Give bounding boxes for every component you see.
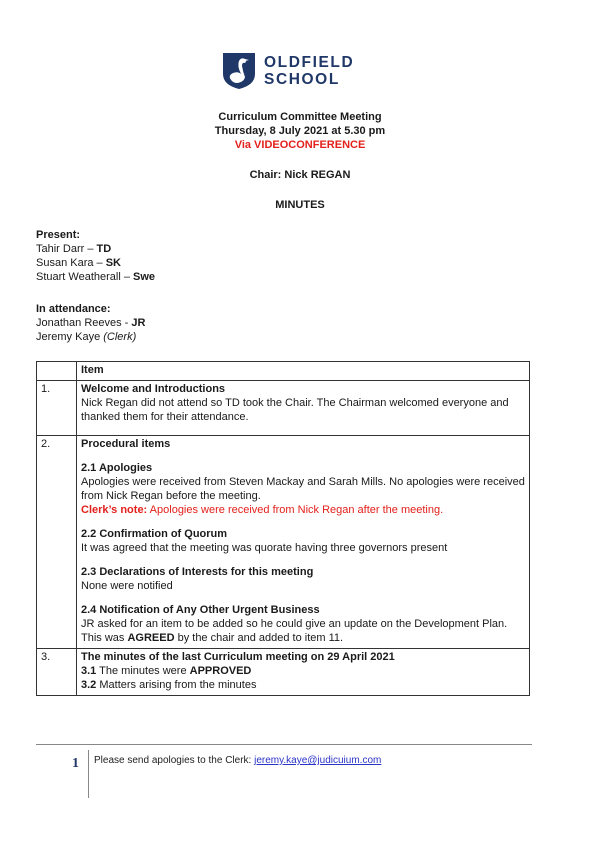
page-number: 1 — [72, 756, 79, 771]
attendance-person: Jeremy Kaye (Clerk) — [36, 331, 137, 343]
item-content — [77, 381, 530, 436]
item-title: Procedural items — [81, 438, 171, 450]
attendance-person: Jonathan Reeves - JR — [36, 317, 146, 329]
item-number: 3. — [37, 649, 77, 696]
subitem-title: 2.1 Apologies — [81, 462, 153, 474]
subitem-title: 2.4 Notification of Any Other Urgent Business — [81, 604, 320, 616]
table-header-item: Item — [77, 362, 530, 381]
minutes-table — [36, 361, 530, 696]
subitem-text: It was agreed that the meeting was quorate having three governors present — [81, 542, 448, 554]
item-title: The minutes of the last Curriculum meeting on 29 April 2021 — [81, 651, 395, 663]
subitem-text: JR asked for an item to be added so he could give an update on the Development Plan. This was AGREED by the chair and added to item 11. — [81, 618, 508, 644]
attendance-heading: In attendance: — [36, 303, 111, 315]
item-text: Nick Regan did not attend so TD took the Chair. The Chairman welcomed everyone and thanked them for their attendance. — [81, 397, 509, 423]
item-content — [77, 436, 530, 649]
subitem-text: Apologies were received from Steven Mackay and Sarah Mills. No apologies were received from Nick Regan before the meeting. — [81, 476, 525, 502]
item-number: 2. — [37, 436, 77, 649]
attendance-section — [36, 302, 145, 344]
swan-crest-icon — [222, 52, 256, 90]
meeting-venue: Via VIDEOCONFERENCE — [234, 139, 366, 151]
logo-line-1: OLDFIELD — [264, 54, 355, 71]
meeting-title: Curriculum Committee Meeting — [218, 111, 382, 123]
present-person: Susan Kara – SK — [36, 257, 121, 269]
footer-note — [94, 755, 381, 766]
subitem-title: 2.3 Declarations of Interests for this meeting — [81, 566, 314, 578]
present-person: Stuart Weatherall – Swe — [36, 271, 156, 283]
school-logo — [222, 52, 354, 90]
table-header-row — [37, 362, 530, 381]
footer-text: Please send apologies to the Clerk: — [94, 755, 255, 766]
clerk-email-link[interactable]: jeremy.kaye@judicuium.com — [254, 755, 382, 766]
footer-divider — [36, 744, 532, 745]
meeting-date: Thursday, 8 July 2021 at 5.30 pm — [214, 125, 386, 137]
subitem-line: 3.2 Matters arising from the minutes — [81, 679, 257, 691]
footer-separator — [88, 750, 89, 798]
table-row — [37, 649, 530, 696]
item-title: Welcome and Introductions — [81, 383, 226, 395]
school-name — [264, 54, 354, 88]
item-content — [77, 649, 530, 696]
clerk-note: Clerk’s note: Apologies were received from Nick Regan after the meeting. — [81, 504, 444, 516]
subitem-line: 3.1 The minutes were APPROVED — [81, 665, 252, 677]
meeting-chair: Chair: Nick REGAN — [249, 169, 351, 181]
item-number: 1. — [37, 381, 77, 436]
table-row — [37, 381, 530, 436]
document-type: MINUTES — [275, 199, 325, 211]
present-section — [36, 228, 155, 284]
present-heading: Present: — [36, 229, 81, 241]
present-person: Tahir Darr – TD — [36, 243, 112, 255]
logo-line-2: SCHOOL — [264, 71, 340, 88]
subitem-text: None were notified — [81, 580, 173, 592]
subitem-title: 2.2 Confirmation of Quorum — [81, 528, 228, 540]
table-row — [37, 436, 530, 649]
